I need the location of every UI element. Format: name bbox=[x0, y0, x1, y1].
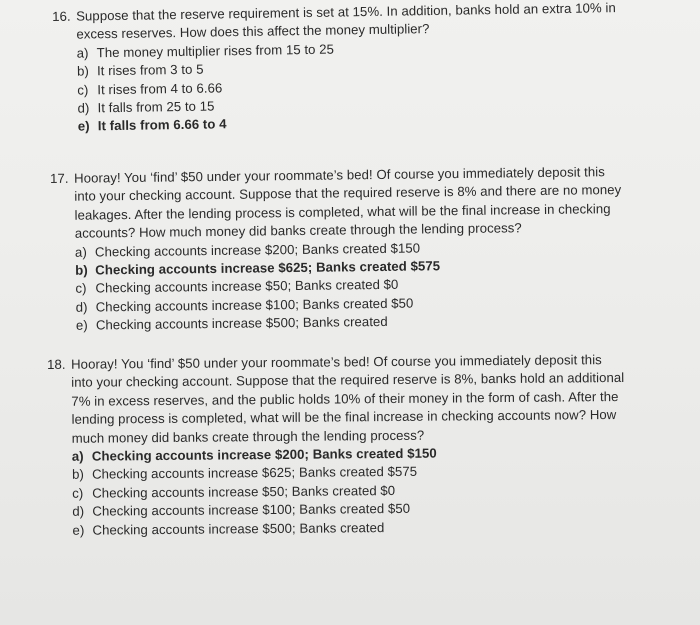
question-17 bbox=[50, 163, 623, 336]
option-letter: a) bbox=[76, 45, 89, 61]
option-letter: c) bbox=[72, 485, 84, 501]
question-18-number: 18. bbox=[47, 356, 66, 372]
option-text: Checking accounts increase $500; Banks created bbox=[92, 519, 385, 538]
option-text: Checking accounts increase $200; Banks created $150 bbox=[91, 445, 437, 464]
option-text: Checking accounts increase $100; Banks created $50 bbox=[95, 295, 414, 315]
question-17-line-4: accounts? How much money did banks create through the lending process? bbox=[74, 220, 522, 241]
option-text: The money multiplier rises from 15 to 25 bbox=[96, 41, 335, 61]
option-text: Checking accounts increase $50; Banks created $0 bbox=[92, 482, 396, 501]
question-18 bbox=[47, 351, 626, 540]
question-18-line-4: lending process is completed, what will be the final increase in checking accounts now? How bbox=[71, 407, 617, 428]
question-18-line-5: much money did banks create through the lending process? bbox=[71, 427, 425, 446]
question-16 bbox=[52, 0, 618, 137]
question-18-text-1: Hooray! You ‘find’ $50 under your roommate’s bed! Of course you immediately deposit this bbox=[71, 352, 602, 372]
option-letter: e) bbox=[77, 118, 90, 135]
question-16-line-2: excess reserves. How does this affect the money multiplier? bbox=[76, 21, 430, 43]
question-17-line-3: leakages. After the lending process is completed, what will be the final increase in checking bbox=[74, 200, 611, 223]
option-letter: b) bbox=[71, 467, 84, 483]
option-text: It rises from 4 to 6.66 bbox=[97, 79, 223, 97]
question-18-options bbox=[48, 443, 626, 540]
option-letter: a) bbox=[74, 244, 87, 260]
option-text: It falls from 25 to 15 bbox=[97, 98, 215, 116]
option-text: Checking accounts increase $200; Banks created $150 bbox=[94, 240, 421, 260]
question-16-options bbox=[53, 36, 618, 137]
option-letter: c) bbox=[77, 82, 89, 98]
option-letter: a) bbox=[71, 448, 84, 464]
option-text: Checking accounts increase $50; Banks created $0 bbox=[95, 277, 399, 296]
option-letter: d) bbox=[77, 100, 90, 116]
option-letter: b) bbox=[76, 63, 89, 79]
question-17-line-2: into your checking account. Suppose that the required reserve is 8% and there are no money bbox=[74, 182, 622, 205]
question-18-option-e bbox=[72, 517, 625, 540]
question-18-line-3: 7% in excess reserves, and the public holds 10% of their money in the form of cash. After the bbox=[71, 388, 619, 409]
option-letter: d) bbox=[75, 299, 88, 315]
question-17-options bbox=[51, 237, 623, 336]
option-text: Checking accounts increase $625; Banks created $575 bbox=[91, 464, 418, 483]
option-letter: c) bbox=[75, 281, 87, 297]
option-letter: b) bbox=[75, 262, 88, 278]
option-letter: d) bbox=[72, 503, 85, 520]
option-text: Checking accounts increase $500; Banks created bbox=[95, 314, 388, 333]
question-16-text-1: Suppose that the reserve requirement is set at 15%. In addition, banks hold an extra 10% in bbox=[76, 0, 616, 24]
option-letter: e) bbox=[75, 317, 88, 333]
option-text: It falls from 6.66 to 4 bbox=[97, 116, 227, 134]
question-16-number: 16. bbox=[52, 8, 71, 24]
question-17-text-1: Hooray! You ‘find’ $50 under your roommate’s bed! Of course you immediately deposit this bbox=[74, 164, 605, 186]
option-letter: e) bbox=[72, 522, 85, 538]
question-17-number: 17. bbox=[50, 170, 69, 186]
question-18-line-2: into your checking account. Suppose that the required reserve is 8%, banks hold an additional bbox=[71, 370, 625, 391]
option-text: It rises from 3 to 5 bbox=[96, 61, 204, 79]
option-text: Checking accounts increase $625; Banks created $575 bbox=[95, 258, 441, 278]
option-text: Checking accounts increase $100; Banks created $50 bbox=[92, 501, 411, 519]
